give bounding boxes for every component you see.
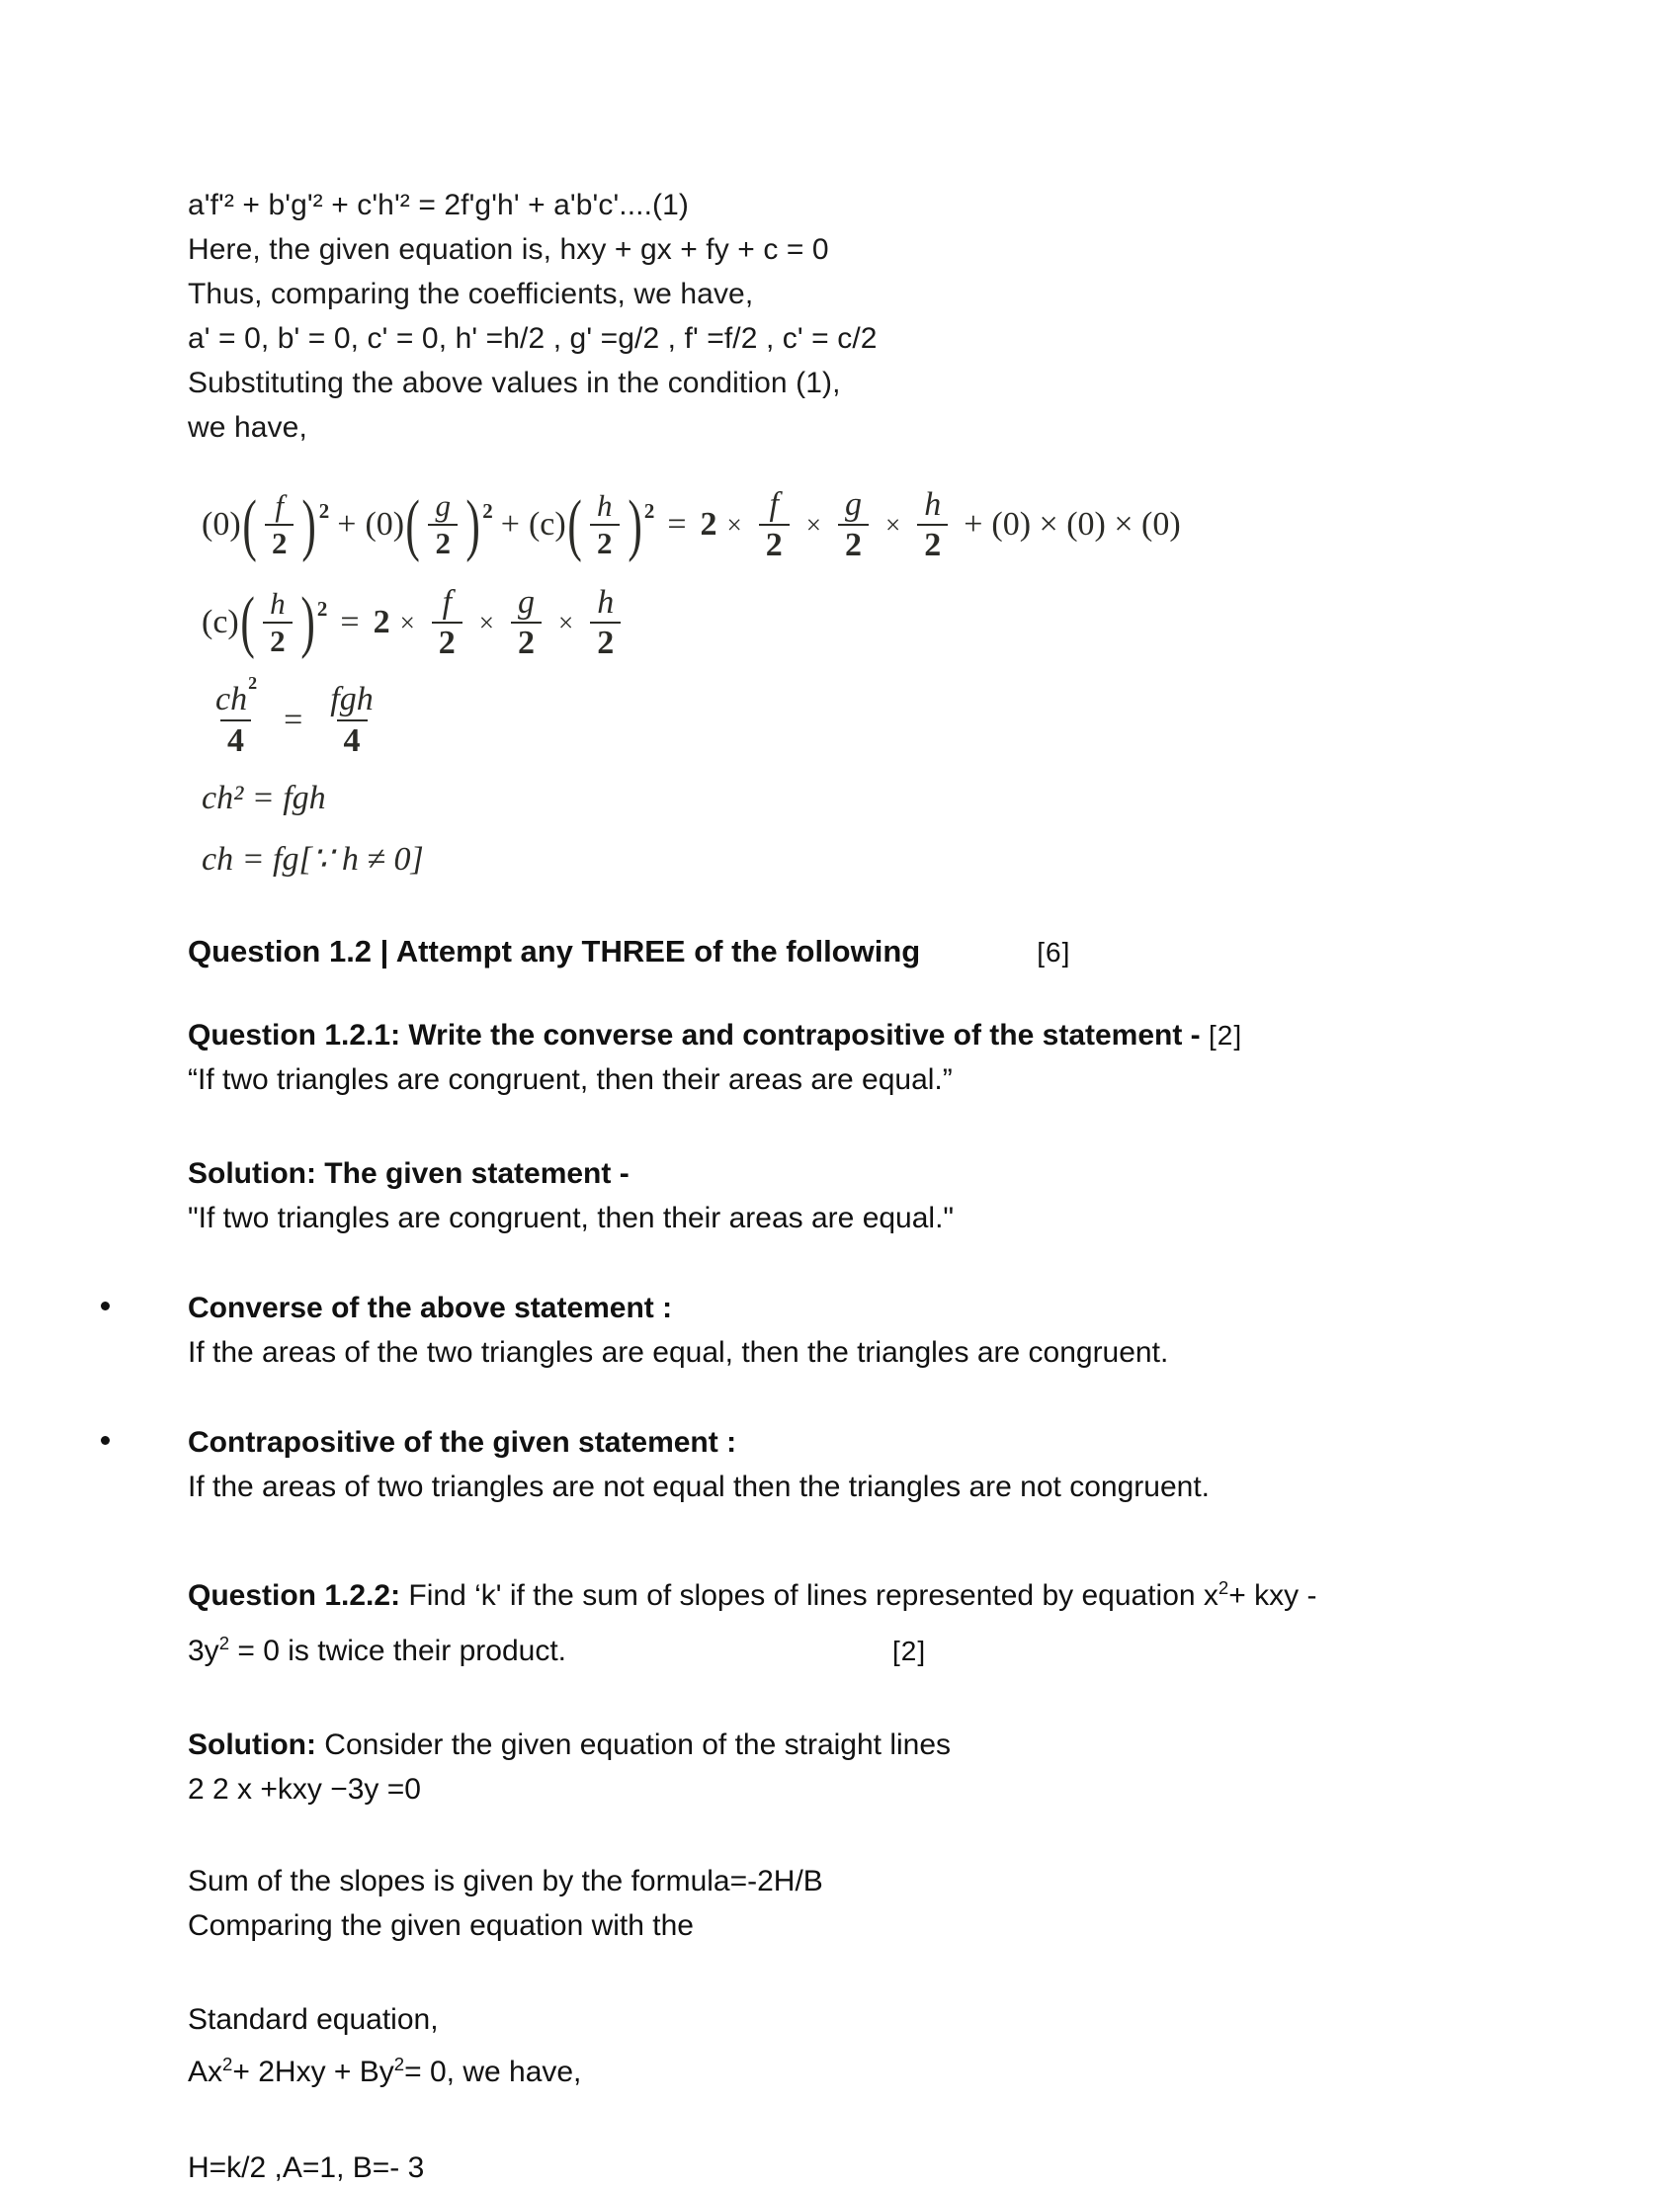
- fraction-g-over-2-a: [428, 490, 458, 559]
- coef-0-a: (0): [202, 506, 241, 544]
- frac-num: f: [275, 488, 285, 524]
- bullet-converse-title: Converse of the above statement :: [188, 1292, 673, 1325]
- bullet-contrapositive: [188, 1420, 1502, 1509]
- solution-1-2-1-heading: Solution: The given statement -: [188, 1157, 630, 1191]
- solution-1-2-2-label: Solution:: [188, 1728, 316, 1762]
- coef-c-a: (c): [528, 506, 566, 544]
- standard-equation-label: Standard equation,: [188, 2003, 439, 2037]
- times-sign-2: ×: [805, 509, 821, 540]
- frac-den: 2: [428, 524, 458, 559]
- question-1-2-heading: [188, 934, 1502, 969]
- frac-num: g: [435, 488, 451, 524]
- fraction-g-over-2-c: [511, 585, 542, 661]
- document-content: [188, 183, 1502, 2190]
- bullet-dot-icon: [101, 1436, 110, 1445]
- frac-den: 2: [590, 622, 621, 660]
- question-1-2-2-marks: [2]: [892, 1636, 927, 1667]
- question-1-2-1-statement: “If two triangles are congruent, then their areas are equal.”: [188, 1063, 953, 1097]
- question-1-2-1-heading: [188, 1013, 1502, 1057]
- paren-close-4: ): [299, 584, 315, 661]
- question-1-2-1-title: Question 1.2.1: Write the converse and contrapositive of the statement -: [188, 1019, 1201, 1053]
- intro-line-3: Thus, comparing the coefficients, we have,: [188, 278, 754, 310]
- question-1-2-2-text-part2: + kxy -: [1228, 1579, 1317, 1613]
- fraction-fgh-over-4: [323, 682, 379, 758]
- intro-line-2: Here, the given equation is, hxy + gx + fy + c = 0: [188, 233, 829, 266]
- standard-equation-mid: + 2Hxy + By: [232, 2056, 394, 2089]
- standard-equation-block: [188, 1997, 1502, 2094]
- paren-close-3: ): [627, 486, 642, 563]
- exponent-2: 2: [482, 498, 493, 523]
- frac-num: [209, 673, 263, 718]
- frac-num: h: [597, 488, 613, 524]
- question-1-2-title: Question 1.2 | Attempt any THREE of the following: [188, 934, 921, 969]
- plus-sign-3: +: [964, 506, 983, 544]
- frac-den: 2: [759, 524, 790, 562]
- standard-equation-pre: Ax: [188, 2056, 223, 2089]
- frac-num: h: [924, 486, 942, 523]
- numeral-two-1: 2: [700, 506, 717, 544]
- math-equation-line-3: [202, 673, 1502, 759]
- equals-sign-1: =: [667, 506, 687, 544]
- math-equation-line-2: [202, 585, 1502, 661]
- fraction-h-over-2-d: [590, 585, 621, 661]
- question-1-2-2-text-part1: Find ‘k' if the sum of slopes of lines represented by equation x: [400, 1579, 1218, 1613]
- frac-num: fgh: [330, 681, 374, 718]
- bullet-converse-text: If the areas of the two triangles are equal, then the triangles are congruent.: [188, 1336, 1169, 1370]
- paren-open-3: (: [567, 486, 582, 563]
- bullet-contrapositive-text: If the areas of two triangles are not equal then the triangles are not congruent.: [188, 1471, 1210, 1504]
- standard-equation-post: = 0, we have,: [404, 2056, 582, 2089]
- frac-den: 4: [337, 719, 368, 758]
- frac-den: 2: [590, 524, 620, 559]
- question-1-2-2-sup-2: 2: [218, 1633, 230, 1654]
- intro-line-1: a'f'² + b'g'² + c'h'² = 2f'g'h' + a'b'c'....(1): [188, 189, 689, 221]
- question-1-2-1-marks: [2]: [1209, 1020, 1243, 1052]
- exponent-4: 2: [316, 596, 328, 621]
- fraction-h-over-2-b: [917, 487, 948, 563]
- intro-line-6: we have,: [188, 411, 307, 444]
- solution-1-2-2: [188, 1723, 1502, 1811]
- frac-num: f: [769, 486, 779, 523]
- intro-line-5: Substituting the above values in the condition (1),: [188, 367, 841, 399]
- question-1-2-2-label: Question 1.2.2:: [188, 1579, 401, 1613]
- equals-sign-3: =: [284, 701, 303, 738]
- fraction-f-over-2-b: [759, 487, 790, 563]
- coef-c-b: (c): [202, 604, 239, 641]
- zero-product-tail: (0) × (0) × (0): [991, 506, 1181, 544]
- paren-close-1: ): [301, 486, 317, 563]
- frac-num: f: [442, 583, 453, 621]
- standard-equation-sup-1: 2: [222, 2054, 233, 2075]
- math-derivation-block: [188, 487, 1502, 879]
- plus-sign-2: +: [500, 506, 520, 544]
- bullet-dot-icon: [101, 1302, 110, 1310]
- fraction-ch2-over-4: [209, 673, 263, 759]
- fraction-f-over-2-c: [432, 585, 462, 661]
- intro-line-4: a' = 0, b' = 0, c' = 0, h' =h/2 , g' =g/2 , f' =f/2 , c' = c/2: [188, 322, 878, 355]
- math-equation-line-4: ch² = fgh: [202, 780, 326, 817]
- frac-num: h: [597, 583, 615, 621]
- frac-num: g: [844, 486, 862, 523]
- solution-1-2-2-text: Consider the given equation of the straight lines: [315, 1728, 952, 1762]
- question-1-2-marks: [6]: [1037, 937, 1071, 969]
- solution-1-2-2-equation: 2 2 x +kxy −3y =0: [188, 1773, 421, 1807]
- paren-open-4: (: [240, 584, 255, 661]
- fraction-h-over-2-a: [590, 490, 620, 559]
- math-equation-line-5: ch = fg[∵ h ≠ 0]: [202, 841, 424, 879]
- frac-den: 2: [917, 524, 948, 562]
- frac-num-text: ch: [215, 681, 248, 718]
- frac-den: 2: [263, 622, 293, 657]
- times-sign-6: ×: [558, 607, 574, 637]
- frac-den: 4: [220, 719, 251, 758]
- paren-close-2: ): [465, 486, 480, 563]
- question-1-2-2-heading: [188, 1564, 1502, 1675]
- plus-sign-1: +: [337, 506, 357, 544]
- fraction-f-over-2-a: [265, 490, 294, 559]
- fraction-h-over-2-c: [263, 585, 293, 659]
- frac-num: h: [270, 585, 286, 621]
- frac-den: 2: [511, 622, 542, 660]
- numeral-two-2: 2: [373, 604, 390, 641]
- times-sign-1: ×: [726, 509, 742, 540]
- frac-den: 2: [265, 524, 294, 559]
- times-sign-4: ×: [399, 607, 415, 637]
- frac-den: 2: [432, 622, 462, 660]
- frac-num-exponent: 2: [248, 673, 258, 694]
- times-sign-3: ×: [884, 509, 901, 540]
- frac-num: g: [518, 583, 536, 621]
- question-1-2-2-sup-1: 2: [1218, 1577, 1229, 1599]
- question-1-2-2-line2-post: = 0 is twice their product.: [229, 1635, 567, 1668]
- bullet-contrapositive-title: Contrapositive of the given statement :: [188, 1426, 737, 1460]
- exponent-1: 2: [318, 498, 330, 523]
- paren-open-2: (: [405, 486, 421, 563]
- exponent-3: 2: [643, 498, 655, 523]
- question-1-2-2-line2-pre: 3y: [188, 1635, 219, 1668]
- solution-1-2-1-statement: "If two triangles are congruent, then their areas are equal.": [188, 1202, 955, 1235]
- coefficient-values-line: H=k/2 ,A=1, B=- 3: [188, 2151, 425, 2185]
- paren-open-1: (: [242, 486, 257, 563]
- slopes-formula-line-1: Sum of the slopes is given by the formula=-2H/B: [188, 1865, 823, 1898]
- math-equation-line-1: [202, 487, 1502, 563]
- slopes-formula-block: [188, 1859, 1502, 1948]
- frac-den: 2: [838, 524, 869, 562]
- slopes-formula-line-2: Comparing the given equation with the: [188, 1909, 694, 1943]
- times-sign-5: ×: [478, 607, 495, 637]
- bullet-converse: [188, 1286, 1502, 1375]
- standard-equation-sup-2: 2: [393, 2054, 405, 2075]
- fraction-g-over-2-b: [838, 487, 869, 563]
- equals-sign-2: =: [340, 604, 360, 641]
- coef-0-b: (0): [365, 506, 405, 544]
